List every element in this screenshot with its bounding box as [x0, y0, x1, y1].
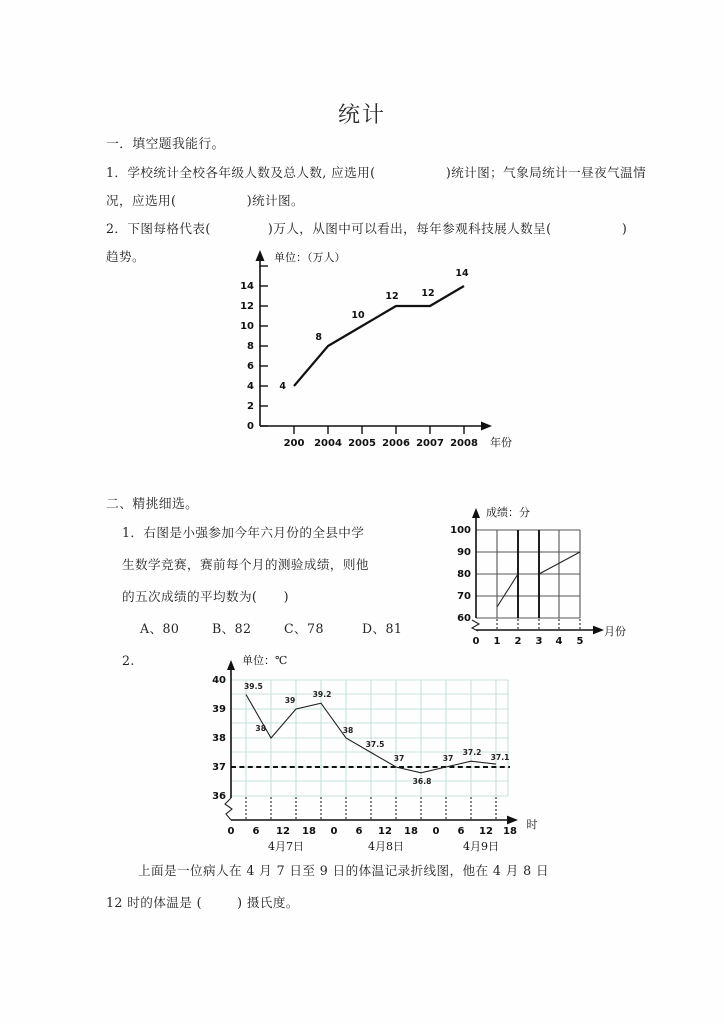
section-two-q2-caption-line2: 12 时的体温是 ( ) 摄氏度。 — [106, 895, 299, 910]
scores-xtick-5: 5 — [576, 636, 584, 647]
section-one-q2-line2: 趋势。 — [106, 249, 145, 264]
scores-ytick-80: 80 — [457, 569, 471, 580]
visitors-x-axis-title: 年份 — [490, 436, 512, 449]
pt-label-2: 10 — [351, 310, 365, 321]
temp-pt-1: 38 — [255, 724, 266, 733]
temp-xtick-5: 6 — [355, 826, 363, 837]
scores-xtick-3: 3 — [535, 636, 543, 647]
temperature-day-labels — [268, 840, 499, 853]
visitors-x-axis — [260, 422, 492, 431]
scores-y-tick-labels — [450, 525, 471, 624]
temperature-x-tick-labels — [228, 826, 517, 837]
temp-pt-9: 37.2 — [462, 748, 482, 757]
ytick-2: 2 — [247, 401, 254, 412]
temp-ytick-39: 39 — [212, 704, 226, 715]
temp-pt-6: 37 — [393, 754, 405, 763]
section-two-q2-marker: 2. — [122, 653, 135, 668]
scores-x-axis — [476, 626, 604, 635]
temp-pt-0: 39.5 — [244, 682, 263, 691]
visitors-line-chart — [232, 248, 512, 456]
temperature-x-ticks — [246, 797, 496, 820]
scores-x-axis-title: 月份 — [604, 625, 626, 638]
temp-ytick-40: 40 — [212, 675, 226, 686]
pt-label-1: 8 — [315, 332, 322, 343]
visitors-y-ticks — [260, 266, 268, 426]
ytick-0: 0 — [247, 421, 254, 432]
temp-pt-3: 39.2 — [312, 690, 332, 699]
temp-xtick-1: 6 — [252, 826, 260, 837]
option-a[interactable]: A、80 — [140, 621, 180, 636]
temperature-point-labels — [244, 682, 509, 786]
xtick-4: 2007 — [416, 438, 444, 449]
temperature-chart-unit-title: 单位：℃ — [242, 654, 288, 667]
section-one-q1-line1: 1．学校统计全校各年级人数及总人数, 应选用( )统计图；气象局统计一昼夜气温情 — [106, 165, 647, 180]
pt-label-3: 12 — [385, 291, 399, 302]
scores-line-chart — [438, 500, 624, 648]
xtick-1: 2004 — [314, 438, 342, 449]
temp-pt-2: 39 — [284, 696, 296, 705]
option-b[interactable]: B、82 — [212, 621, 252, 636]
scores-ytick-70: 70 — [457, 591, 471, 602]
temp-xtick-3: 18 — [302, 826, 316, 837]
section-one-heading: 一．填空题我能行。 — [106, 137, 225, 152]
temp-pt-10: 37.1 — [490, 753, 510, 762]
temp-pt-8: 37 — [442, 754, 454, 763]
pt-label-0: 4 — [279, 381, 286, 392]
section-two-q2-caption-line1: 上面是一位病人在 4 月 7 日至 9 日的体温记录折线图，他在 4 月 8 日 — [138, 863, 549, 878]
visitors-point-labels — [279, 268, 469, 392]
section-two-q1-line1: 1．右图是小强参加今年六月份的全县中学 — [122, 525, 365, 540]
scores-xtick-2: 2 — [514, 636, 522, 647]
temp-ytick-38: 38 — [212, 733, 226, 744]
temperature-x-axis-title: 时 — [526, 818, 538, 831]
ytick-12: 12 — [240, 301, 254, 312]
scores-ytick-90: 90 — [457, 547, 471, 558]
visitors-x-ticks — [294, 426, 464, 434]
scores-y-axis — [472, 508, 480, 618]
temp-xtick-2: 12 — [276, 826, 290, 837]
day-label-1: 4月8日 — [368, 840, 404, 853]
temp-ytick-37: 37 — [212, 762, 226, 773]
visitors-chart-unit-title: 单位：（万人） — [274, 251, 346, 264]
section-two-heading: 二、精挑细选。 — [106, 497, 199, 512]
scores-xtick-4: 4 — [555, 636, 563, 647]
option-c[interactable]: C、78 — [284, 621, 324, 636]
scores-data-line-segment-1 — [497, 574, 518, 607]
temp-xtick-11: 18 — [503, 826, 517, 837]
section-one-q1-line2: 况，应选用( )统计图。 — [106, 193, 305, 208]
xtick-2: 2005 — [348, 438, 376, 449]
temp-xtick-8: 0 — [432, 826, 440, 837]
temp-xtick-10: 12 — [479, 826, 493, 837]
option-d[interactable]: D、81 — [362, 621, 403, 636]
scores-chart-title: 成绩：分 — [486, 506, 530, 519]
ytick-10: 10 — [240, 321, 254, 332]
ytick-4: 4 — [247, 381, 254, 392]
temperature-x-axis — [231, 816, 518, 825]
temp-xtick-7: 18 — [404, 826, 418, 837]
temp-xtick-0: 0 — [227, 826, 235, 837]
scores-x-tick-labels — [473, 636, 584, 647]
xtick-5: 2008 — [450, 438, 478, 449]
ytick-8: 8 — [247, 341, 254, 352]
temperature-horizontal-gridlines — [231, 680, 508, 796]
temperature-line-chart — [198, 648, 558, 853]
temp-ytick-36: 36 — [212, 791, 226, 802]
scores-xtick-0: 0 — [472, 636, 480, 647]
scores-horizontal-gridlines — [476, 530, 580, 618]
xtick-0: 200 — [283, 438, 305, 449]
temperature-y-tick-labels — [212, 675, 226, 802]
temp-pt-7: 36.8 — [412, 777, 432, 786]
day-label-0: 4月7日 — [268, 840, 304, 853]
scores-xtick-1: 1 — [493, 636, 501, 647]
section-one-q2-line1: 2．下图每格代表( )万人，从图中可以看出，每年参观科技展人数呈( ) — [106, 221, 628, 236]
temp-xtick-4: 0 — [330, 826, 338, 837]
temp-xtick-9: 6 — [457, 826, 465, 837]
ytick-14: 14 — [240, 281, 254, 292]
section-two-q1-line2: 生数学竞赛，赛前每个月的测验成绩，则他 — [122, 557, 369, 572]
temperature-y-axis — [227, 660, 235, 798]
pt-label-5: 14 — [455, 268, 469, 279]
temperature-axis-break-icon — [225, 798, 232, 820]
day-label-2: 4月9日 — [463, 840, 499, 853]
ytick-6: 6 — [247, 361, 254, 372]
visitors-x-tick-labels — [284, 438, 478, 449]
section-two-q1-line3: 的五次成绩的平均数为( ) — [122, 589, 289, 604]
visitors-y-axis — [256, 250, 265, 426]
pt-label-4: 12 — [421, 288, 435, 299]
xtick-3: 2006 — [382, 438, 410, 449]
temp-pt-5: 37.5 — [365, 740, 385, 749]
scores-ytick-100: 100 — [450, 525, 471, 536]
scores-x-ticks — [497, 619, 580, 630]
scores-ytick-60: 60 — [457, 613, 471, 624]
visitors-y-tick-labels — [240, 281, 254, 432]
temp-xtick-6: 12 — [378, 826, 392, 837]
temp-pt-4: 38 — [342, 726, 354, 735]
page-title: 统计 — [337, 103, 386, 128]
